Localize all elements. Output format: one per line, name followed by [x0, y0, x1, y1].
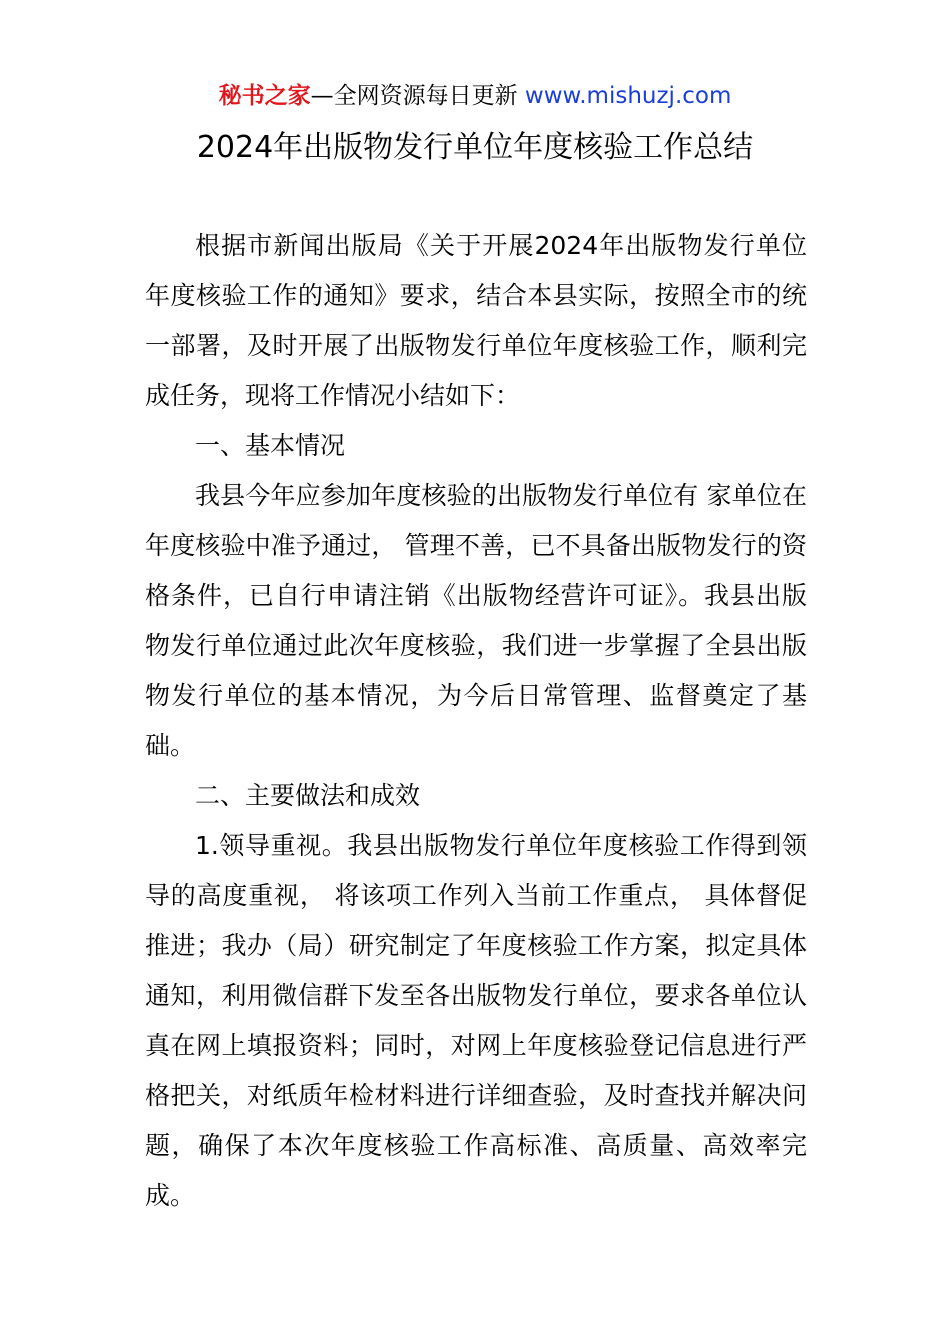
- site-header: [0, 80, 950, 112]
- section-heading-main-practices: 二、主要做法和成效: [195, 781, 421, 810]
- intro-paragraph: 根据市新闻出版局《关于开展2024年出版物发行单位年度核验工作的通知》要求，结合本县实际，按照全市的统一部署，及时开展了出版物发行单位年度核验工作，顺利完成任务，现将工作情况小结如下：: [145, 231, 807, 410]
- document-body: [145, 221, 807, 1221]
- site-tagline: —全网资源每日更新: [310, 83, 518, 109]
- basic-situation-paragraph: 我县今年应参加年度核验的出版物发行单位有 家单位在年度核验中准予通过， 管理不善，已不具备出版物发行的资格条件，已自行申请注销《出版物经营许可证》。我县出版物发行单位通过此次年度核验，我们进一步掌握了全县出版物发行单位的基本情况，为今后日常管理、监督奠定了基础。: [145, 481, 807, 760]
- leadership-paragraph: 1.领导重视。我县出版物发行单位年度核验工作得到领导的高度重视， 将该项工作列入当前工作重点， 具体督促推进；我办（局）研究制定了年度核验工作方案，拟定具体通知，利用微信群下发至各出版物发行单位，要求各单位认真在网上填报资料；同时，对网上年度核验登记信息进行严格把关，对纸质年检材料进行详细查验，及时查找并解决问题，确保了本次年度核验工作高标准、高质量、高效率完成。: [145, 831, 807, 1210]
- section-heading-basic-situation: 一、基本情况: [195, 431, 346, 460]
- brand-name: 秘书之家: [218, 83, 311, 109]
- site-url-link[interactable]: www.mishuzj.com: [524, 83, 732, 109]
- document-title: 2024年出版物发行单位年度核验工作总结: [196, 130, 754, 165]
